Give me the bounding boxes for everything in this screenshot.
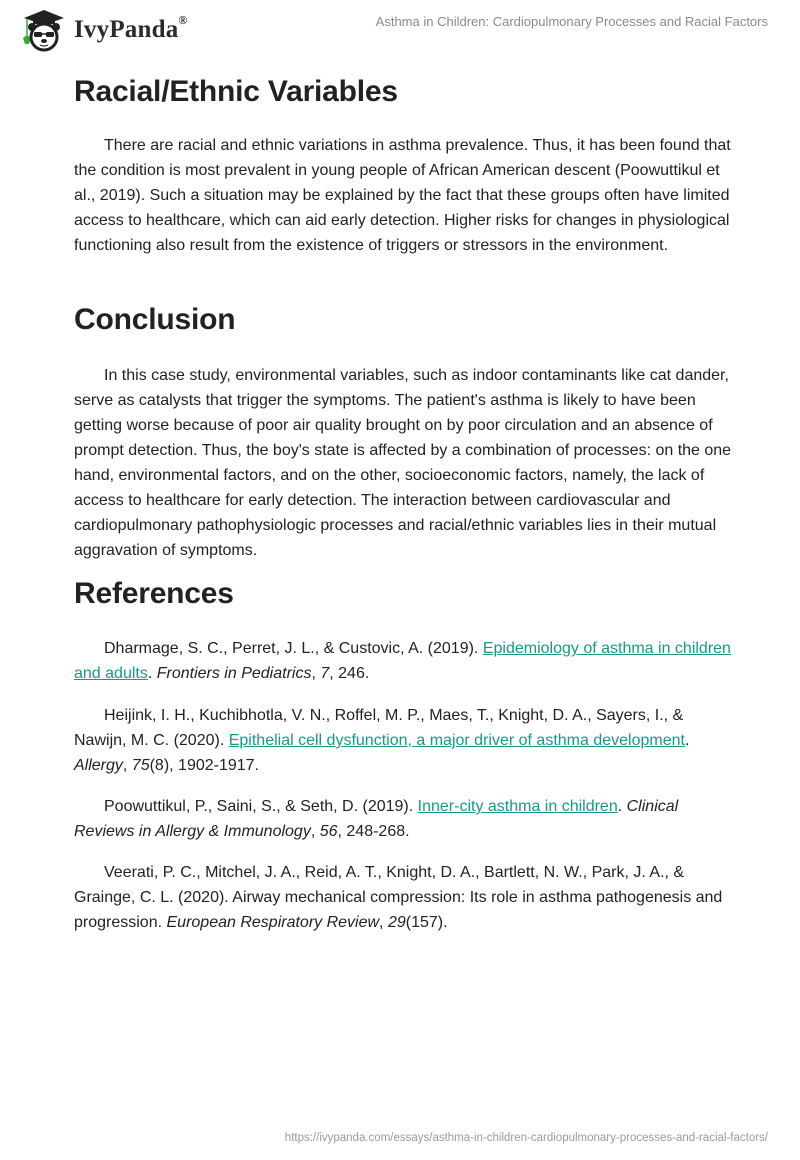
reference-punct: .	[147, 665, 157, 682]
section-heading-conclusion: Conclusion	[74, 303, 236, 336]
reference-punct: ,	[310, 823, 320, 840]
logo-text: IvyPanda®	[74, 12, 188, 43]
reference-item	[74, 794, 734, 844]
reference-pages: (157).	[405, 914, 448, 931]
reference-journal: Clinical Reviews in Allergy & Immunology	[74, 798, 679, 840]
reference-item	[74, 860, 734, 935]
section-paragraph-racial-ethnic: There are racial and ethnic variations in asthma prevalence. Thus, it has been found that the condition is most prevalent in young people of African American descent (Poowuttikul et al., 2019). Such a situation may be explained by the fact that these groups often have limited access to healthcare, which can aid early detection. Higher risks for changes in physiological functioning also result from the existence of triggers or stressors in the environment.	[74, 137, 731, 254]
reference-punct: ,	[122, 757, 132, 774]
reference-item	[74, 636, 734, 686]
reference-link[interactable]: Inner-city asthma in children	[417, 798, 618, 815]
panda-graduate-icon	[18, 8, 70, 52]
reference-pages: , 246.	[329, 665, 370, 682]
document-title: Asthma in Children: Cardiopulmonary Processes and Racial Factors	[375, 14, 768, 29]
reference-authors: Heijink, I. H., Kuchibhotla, V. N., Roffel, M. P., Maes, T., Knight, D. A., Sayers, I., & Nawijn, M. C. (2020).	[74, 707, 684, 749]
reference-punct: ,	[379, 914, 388, 931]
reference-link[interactable]: Epithelial cell dysfunction, a major driver of asthma development	[228, 732, 685, 749]
reference-authors: Veerati, P. C., Mitchel, J. A., Reid, A. T., Knight, D. A., Bartlett, N. W., Park, J. A., & Grainge, C. L. (2020). Airway mechanical compression: Its role in asthma pathogenesis and progression.	[74, 864, 723, 931]
reference-authors: Poowuttikul, P., Saini, S., & Seth, D. (2019).	[104, 798, 418, 815]
page-header	[0, 0, 800, 60]
reference-punct: .	[617, 798, 627, 815]
reference-volume: 56	[319, 823, 338, 840]
ivypanda-logo[interactable]	[18, 8, 188, 52]
reference-pages: (8), 1902-1917.	[149, 757, 259, 774]
reference-volume: 7	[320, 665, 330, 682]
reference-punct: ,	[311, 665, 321, 682]
reference-journal: Allergy	[74, 757, 123, 774]
reference-volume: 29	[387, 914, 406, 931]
reference-volume: 75	[131, 757, 150, 774]
reference-pages: , 248-268.	[337, 823, 410, 840]
section-heading-racial-ethnic: Racial/Ethnic Variables	[74, 75, 398, 108]
reference-authors: Dharmage, S. C., Perret, J. L., & Custovic, A. (2019).	[104, 640, 483, 657]
reference-link[interactable]: Epidemiology of asthma in children and adults	[74, 640, 731, 682]
reference-item	[74, 703, 734, 778]
section-paragraph-conclusion: In this case study, environmental variables, such as indoor contaminants like cat dander, serve as catalysts that trigger the symptoms. The patient's asthma is likely to have been getting worse because of poor air quality brought on by poor circulation and an absence of prompt detection. Thus, the boy's state is affected by a combination of processes: on the one hand, environmental factors, and on the other, socioeconomic factors, namely, the lack of access to healthcare for early detection. The interaction between cardiovascular and cardiopulmonary pathophysiologic processes and racial/ethnic variables lies in their mutual aggravation of symptoms.	[74, 367, 732, 559]
reference-punct: .	[684, 732, 690, 749]
reference-journal: European Respiratory Review	[166, 914, 380, 931]
footer-url[interactable]: https://ivypanda.com/essays/asthma-in-children-cardiopulmonary-processes-and-racial-factors/	[284, 1132, 768, 1144]
section-heading-references: References	[74, 577, 234, 610]
reference-journal: Frontiers in Pediatrics	[156, 665, 312, 682]
